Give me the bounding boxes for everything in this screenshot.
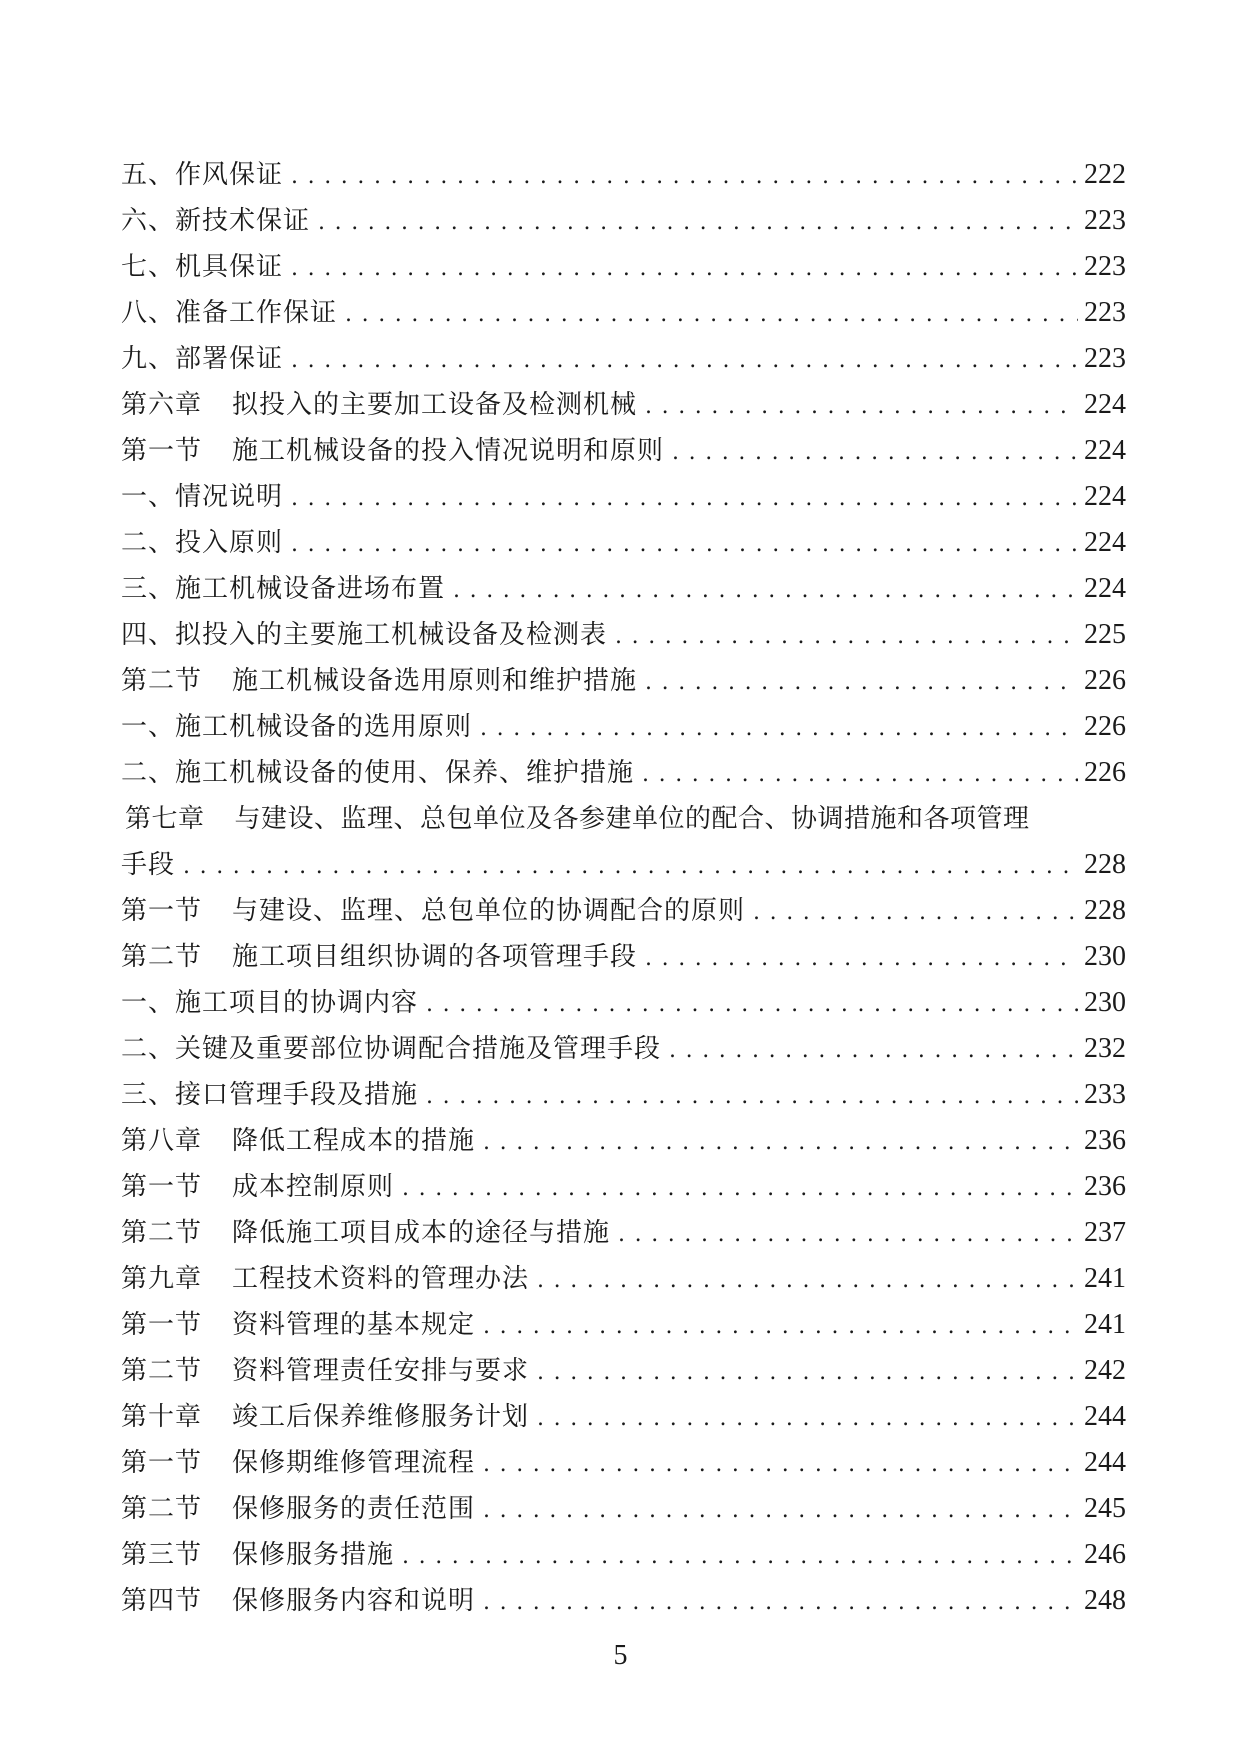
toc-leader-dots bbox=[480, 706, 1078, 752]
toc-leader-dots bbox=[402, 1166, 1078, 1212]
toc-entry-chapter[interactable] bbox=[121, 382, 1126, 428]
toc-entry[interactable] bbox=[121, 336, 1126, 382]
toc-leader-dots bbox=[402, 1534, 1078, 1580]
toc-entry-prefix: 四、拟投入的主要施工机械设备及检测表 bbox=[121, 620, 608, 650]
toc-page-number: 241 bbox=[1084, 1309, 1126, 1340]
toc-entry[interactable] bbox=[121, 152, 1126, 198]
toc-leader-dots bbox=[453, 568, 1078, 614]
toc-entry-prefix: 第一节 bbox=[121, 1448, 203, 1478]
toc-entry-section[interactable] bbox=[121, 1164, 1126, 1210]
toc-entry-title: 资料管理责任安排与要求 bbox=[232, 1356, 530, 1386]
toc-page-number: 225 bbox=[1084, 619, 1126, 650]
toc-entry-prefix: 第一节 bbox=[121, 896, 203, 926]
toc-page-number: 222 bbox=[1084, 159, 1126, 190]
toc-entry[interactable] bbox=[121, 1072, 1126, 1118]
toc-leader-dots bbox=[753, 890, 1078, 936]
toc-entry-prefix: 第十章 bbox=[121, 1402, 203, 1432]
toc-entry-title: 保修服务措施 bbox=[232, 1540, 395, 1570]
toc-entry-title: 竣工后保养维修服务计划 bbox=[232, 1402, 530, 1432]
toc-leader-dots bbox=[615, 614, 1078, 660]
page-number: 5 bbox=[613, 1640, 628, 1671]
toc-entry-prefix: 二、关键及重要部位协调配合措施及管理手段 bbox=[121, 1034, 662, 1064]
toc-leader-dots bbox=[291, 338, 1078, 384]
toc-leader-dots bbox=[483, 1120, 1078, 1166]
toc-entry-section[interactable] bbox=[121, 1302, 1126, 1348]
toc-entry-prefix: 六、新技术保证 bbox=[121, 206, 311, 236]
toc-entry-prefix: 第七章 bbox=[125, 804, 205, 834]
toc-entry-prefix: 三、施工机械设备进场布置 bbox=[121, 574, 446, 604]
toc-entry-title: 施工项目组织协调的各项管理手段 bbox=[232, 942, 638, 972]
toc-entry-prefix: 一、情况说明 bbox=[121, 482, 284, 512]
toc-entry-chapter[interactable] bbox=[121, 1256, 1126, 1302]
toc-page-number: 230 bbox=[1084, 987, 1126, 1018]
toc-entry-prefix: 第四节 bbox=[121, 1586, 203, 1616]
toc-leader-dots bbox=[291, 522, 1078, 568]
toc-entry-chapter[interactable] bbox=[121, 1394, 1126, 1440]
toc-entry[interactable] bbox=[121, 704, 1126, 750]
toc-page-number: 224 bbox=[1084, 389, 1126, 420]
toc-leader-dots bbox=[537, 1258, 1078, 1304]
toc-entry-prefix: 第二节 bbox=[121, 1494, 203, 1524]
toc-leader-dots bbox=[672, 430, 1078, 476]
toc-entry-prefix: 第九章 bbox=[121, 1264, 203, 1294]
toc-entry-section[interactable] bbox=[121, 428, 1126, 474]
table-of-contents bbox=[121, 152, 1126, 1624]
toc-page-number: 248 bbox=[1084, 1585, 1126, 1616]
toc-leader-dots bbox=[645, 384, 1078, 430]
toc-page-number: 224 bbox=[1084, 527, 1126, 558]
toc-entry-prefix: 二、施工机械设备的使用、保养、维护措施 bbox=[121, 758, 635, 788]
toc-entry-prefix: 第二节 bbox=[121, 1218, 203, 1248]
toc-entry[interactable] bbox=[121, 290, 1126, 336]
toc-page-number: 241 bbox=[1084, 1263, 1126, 1294]
toc-page-number: 244 bbox=[1084, 1401, 1126, 1432]
toc-page-number: 224 bbox=[1084, 573, 1126, 604]
toc-entry-title: 保修服务的责任范围 bbox=[232, 1494, 476, 1524]
toc-page-number: 226 bbox=[1084, 665, 1126, 696]
toc-entry-title: 资料管理的基本规定 bbox=[232, 1310, 476, 1340]
toc-page-number: 230 bbox=[1084, 941, 1126, 972]
toc-entry-title-continuation: 手段 bbox=[121, 850, 176, 880]
toc-leader-dots bbox=[618, 1212, 1078, 1258]
toc-page-number: 233 bbox=[1084, 1079, 1126, 1110]
toc-leader-dots bbox=[669, 1028, 1078, 1074]
toc-entry-section[interactable] bbox=[121, 934, 1126, 980]
toc-leader-dots bbox=[183, 844, 1078, 890]
toc-entry-prefix: 一、施工机械设备的选用原则 bbox=[121, 712, 473, 742]
toc-entry[interactable] bbox=[121, 750, 1126, 796]
toc-entry-section[interactable] bbox=[121, 888, 1126, 934]
toc-page-number: 223 bbox=[1084, 205, 1126, 236]
toc-leader-dots bbox=[291, 246, 1078, 292]
toc-entry-title: 降低施工项目成本的途径与措施 bbox=[232, 1218, 611, 1248]
toc-page-number: 223 bbox=[1084, 251, 1126, 282]
toc-leader-dots bbox=[426, 1074, 1078, 1120]
toc-leader-dots bbox=[483, 1488, 1078, 1534]
toc-entry-prefix: 三、接口管理手段及措施 bbox=[121, 1080, 419, 1110]
toc-entry-title: 与建设、监理、总包单位及各参建单位的配合、协调措施和各项管理 bbox=[234, 804, 1030, 834]
toc-entry-prefix: 第二节 bbox=[121, 1356, 203, 1386]
toc-entry-section[interactable] bbox=[121, 1210, 1126, 1256]
toc-entry-prefix: 第三节 bbox=[121, 1540, 203, 1570]
toc-leader-dots bbox=[426, 982, 1078, 1028]
toc-page-number: 244 bbox=[1084, 1447, 1126, 1478]
toc-entry[interactable] bbox=[121, 980, 1126, 1026]
toc-entry-title: 降低工程成本的措施 bbox=[232, 1126, 476, 1156]
toc-entry-prefix: 八、准备工作保证 bbox=[121, 298, 338, 328]
toc-page-number: 228 bbox=[1084, 895, 1126, 926]
toc-page-number: 242 bbox=[1084, 1355, 1126, 1386]
toc-page-number: 245 bbox=[1084, 1493, 1126, 1524]
toc-entry-section[interactable] bbox=[121, 658, 1126, 704]
toc-entry-prefix: 第二节 bbox=[121, 666, 203, 696]
toc-page-number: 228 bbox=[1084, 849, 1126, 880]
toc-leader-dots bbox=[291, 476, 1078, 522]
toc-page-number: 223 bbox=[1084, 343, 1126, 374]
toc-page-number: 246 bbox=[1084, 1539, 1126, 1570]
toc-leader-dots bbox=[318, 200, 1078, 246]
toc-page-number: 224 bbox=[1084, 481, 1126, 512]
toc-leader-dots bbox=[483, 1304, 1078, 1350]
toc-entry[interactable] bbox=[121, 198, 1126, 244]
toc-entry-prefix: 第一节 bbox=[121, 1172, 203, 1202]
toc-leader-dots bbox=[537, 1350, 1078, 1396]
toc-leader-dots bbox=[537, 1396, 1078, 1442]
toc-leader-dots bbox=[483, 1580, 1078, 1626]
toc-page-number: 236 bbox=[1084, 1171, 1126, 1202]
toc-leader-dots bbox=[642, 752, 1078, 798]
toc-page-number: 232 bbox=[1084, 1033, 1126, 1064]
toc-entry-section[interactable] bbox=[121, 1486, 1126, 1532]
toc-leader-dots bbox=[291, 154, 1078, 200]
toc-entry[interactable] bbox=[121, 1026, 1126, 1072]
toc-entry[interactable] bbox=[121, 520, 1126, 566]
toc-entry[interactable] bbox=[121, 474, 1126, 520]
toc-entry-prefix: 第八章 bbox=[121, 1126, 203, 1156]
toc-entry[interactable] bbox=[121, 566, 1126, 612]
toc-entry[interactable] bbox=[121, 244, 1126, 290]
toc-page-number: 224 bbox=[1084, 435, 1126, 466]
toc-entry-section[interactable] bbox=[121, 1348, 1126, 1394]
toc-entry-section[interactable] bbox=[121, 1532, 1126, 1578]
toc-entry-prefix: 二、投入原则 bbox=[121, 528, 284, 558]
toc-leader-dots bbox=[645, 660, 1078, 706]
toc-leader-dots bbox=[345, 292, 1078, 338]
toc-entry-section[interactable] bbox=[121, 1578, 1126, 1624]
toc-leader-dots bbox=[645, 936, 1078, 982]
toc-entry-chapter-7-continuation[interactable] bbox=[121, 842, 1126, 888]
toc-entry-prefix: 第一节 bbox=[121, 1310, 203, 1340]
toc-entry-title: 保修服务内容和说明 bbox=[232, 1586, 476, 1616]
toc-entry-prefix: 一、施工项目的协调内容 bbox=[121, 988, 419, 1018]
toc-page-number: 226 bbox=[1084, 711, 1126, 742]
toc-entry-chapter[interactable] bbox=[121, 1118, 1126, 1164]
toc-page-number: 226 bbox=[1084, 757, 1126, 788]
toc-entry-title: 工程技术资料的管理办法 bbox=[232, 1264, 530, 1294]
toc-leader-dots bbox=[483, 1442, 1078, 1488]
toc-entry-prefix: 五、作风保证 bbox=[121, 160, 284, 190]
toc-page-number: 237 bbox=[1084, 1217, 1126, 1248]
toc-page-number: 236 bbox=[1084, 1125, 1126, 1156]
toc-entry-prefix: 九、部署保证 bbox=[121, 344, 284, 374]
toc-entry-title: 施工机械设备选用原则和维护措施 bbox=[232, 666, 638, 696]
toc-entry-title: 施工机械设备的投入情况说明和原则 bbox=[232, 436, 665, 466]
toc-entry-title: 与建设、监理、总包单位的协调配合的原则 bbox=[232, 896, 746, 926]
toc-entry-title: 拟投入的主要加工设备及检测机械 bbox=[232, 390, 638, 420]
toc-entry-prefix: 七、机具保证 bbox=[121, 252, 284, 282]
toc-entry-prefix: 第六章 bbox=[121, 390, 203, 420]
toc-page-number: 223 bbox=[1084, 297, 1126, 328]
toc-entry[interactable] bbox=[121, 612, 1126, 658]
toc-entry-title: 成本控制原则 bbox=[232, 1172, 395, 1202]
toc-entry-title: 保修期维修管理流程 bbox=[232, 1448, 476, 1478]
toc-entry-prefix: 第二节 bbox=[121, 942, 203, 972]
toc-entry-prefix: 第一节 bbox=[121, 436, 203, 466]
toc-entry-section[interactable] bbox=[121, 1440, 1126, 1486]
toc-entry-chapter-7[interactable] bbox=[121, 796, 1126, 842]
